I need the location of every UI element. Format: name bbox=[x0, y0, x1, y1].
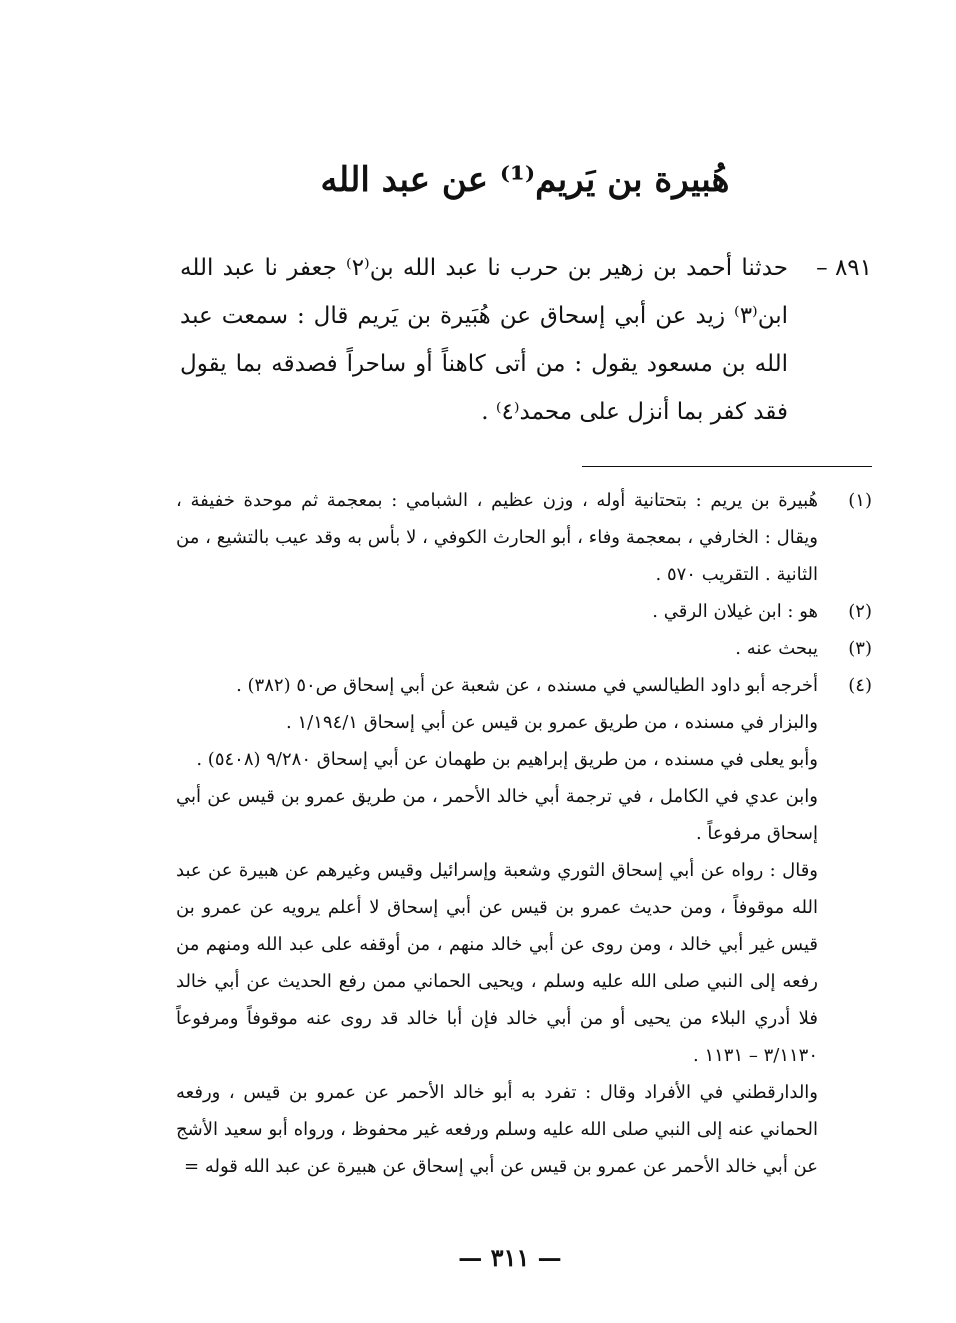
footnote-4 bbox=[176, 667, 872, 1185]
footnote-number: (١) bbox=[848, 490, 872, 511]
footnote-number: (٣) bbox=[848, 638, 872, 659]
chapter-heading: هُبيرة بن يَريم⁽¹⁾ عن عبد الله bbox=[320, 160, 730, 200]
footnotes bbox=[176, 482, 872, 1185]
footnote-text: والدارقطني في الأفراد وقال : تفرد به أبو خالد الأحمر عن عمرو بن قيس ، ورفعه الحماني عنه إلى النبي صلى الله عليه وسلم ورفعه غير محفوظ ، ورواه أبو سعيد الأشج عن أبي خالد الأحمر عن عمرو بن قيس عن أبي إسحاق عن هبيرة عن عبد الله قوله = bbox=[176, 1082, 818, 1177]
footnote-number: (٢) bbox=[848, 601, 872, 622]
footnote-number: (٤) bbox=[848, 675, 872, 696]
footnote-3 bbox=[176, 630, 872, 667]
footnote-text: هُبيرة بن يريم : بتحتانية أوله ، وزن عظيم ، الشبامي : بمعجمة ثم موحدة خفيفة ، ويقال : الخارفي ، بمعجمة وفاء ، أبو الحارث الكوفي ، لا بأس به وقد عيب بالتشيع ، من الثانية . التقريب ٥٧٠ . bbox=[176, 490, 818, 585]
footnote-body bbox=[176, 482, 818, 593]
footnote-body bbox=[176, 630, 818, 667]
page-number: — ٣١١ — bbox=[458, 1243, 562, 1272]
footnote-body bbox=[176, 593, 818, 630]
footnote-text: وابن عدي في الكامل ، في ترجمة أبي خالد الأحمر ، من طريق عمرو بن قيس عن أبي إسحاق مرفوعاً . bbox=[176, 786, 818, 844]
hadith-text: حدثنا أحمد بن زهير بن حرب نا عبد الله بن⁽٢⁾ جعفر نا عبد الله ابن⁽٣⁾ زيد عن أبي إسحاق عن هُبَيرة بن يَريم قال : سمعت عبد الله بن مسعود يقول : من أتى كاهناً أو ساحراً فصدقه بما يقول فقد كفر بما أنزل على محمد⁽٤⁾ . bbox=[180, 255, 788, 425]
footnote-text: وقال : رواه عن أبي إسحاق الثوري وشعبة وإسرائيل وقيس وغيرهم عن هبيرة عن عبد الله موقوفاً ، ومن حديث عمرو بن قيس عن أبي إسحاق لا أعلم يرويه عن عمرو بن قيس غير أبي خالد ، ومن روى عن أبي خالد منهم ، من أوقفه على عبد الله ومنهم من رفعه إلى النبي صلى الله عليه وسلم ، ويحيى الحماني ممن رفع الحديث عن أبي خالد فلا أدري البلاء من يحيى أو من أبي خالد فإن أبا خالد قد روى عنه موقوفاً ومرفوعاً ٣/١١٣٠ – ١١٣١ . bbox=[176, 860, 818, 1066]
footnote-text: هو : ابن غيلان الرقي . bbox=[652, 601, 818, 622]
footnote-2 bbox=[176, 593, 872, 630]
hadith-row bbox=[180, 244, 872, 436]
footnote-text: يبحث عنه . bbox=[735, 638, 818, 659]
footnote-text: والبزار في مسنده ، من طريق عمرو بن قيس عن أبي إسحاق ١/١٩٤/١ . bbox=[286, 712, 818, 733]
footnote-1 bbox=[176, 482, 872, 593]
footnote-text: أخرجه أبو داود الطيالسي في مسنده ، عن شعبة عن أبي إسحاق ص٥٠ (٣٨٢) . bbox=[236, 675, 818, 696]
footnote-separator bbox=[582, 466, 872, 467]
hadith-entry bbox=[180, 244, 872, 436]
hadith-number: ٨٩١ – bbox=[816, 255, 872, 281]
footnote-body bbox=[176, 667, 818, 1185]
footnote-text: وأبو يعلى في مسنده ، من طريق إبراهيم بن طهمان عن أبي إسحاق ٩/٢٨٠ (٥٤٠٨) . bbox=[196, 749, 818, 770]
